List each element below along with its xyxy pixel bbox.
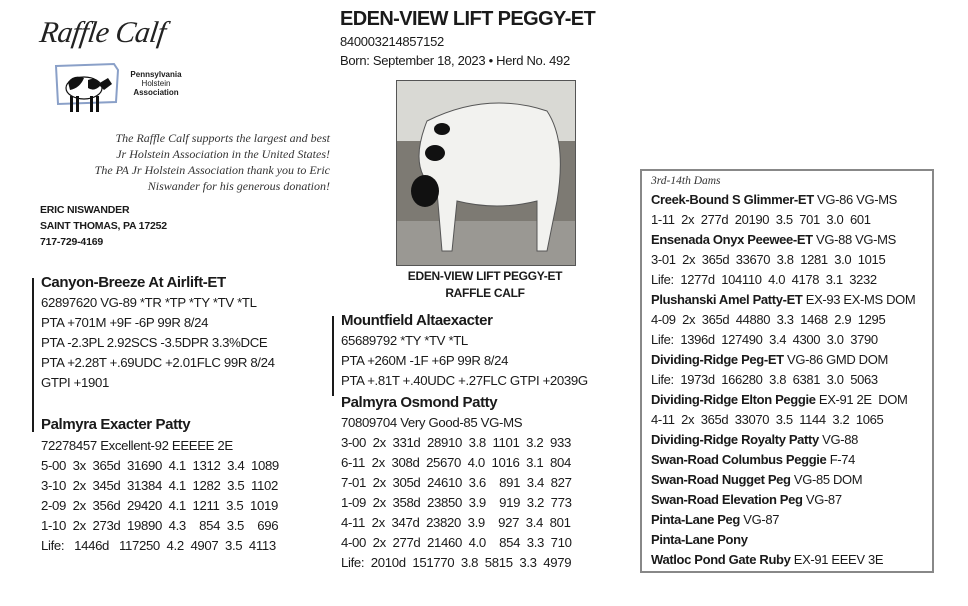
- granddam-line: 70809704 Very Good-85 VG-MS: [341, 415, 523, 430]
- dam-entry-detail: Life: 1277d 104110 4.0 4178 3.1 3232: [651, 272, 877, 287]
- mgs-name: Mountfield Altaexacter: [341, 312, 493, 329]
- granddam-line: 3-00 2x 331d 28910 3.8 1101 3.2 933: [341, 435, 571, 450]
- dam-entry-name: Pinta-Lane Peg: [651, 512, 741, 527]
- dam-entry-name: Ensenada Onyx Peewee-ET: [651, 232, 813, 247]
- dams-list: [651, 190, 936, 570]
- sire-line: 62897620 VG-89 *TR *TP *TY *TV *TL: [41, 295, 257, 310]
- intro-text: [40, 130, 330, 194]
- donor-phone: 717-729-4169: [40, 236, 103, 248]
- intro-line: Niswander for his generous donation!: [147, 179, 330, 193]
- dam-name: Palmyra Exacter Patty: [41, 416, 191, 433]
- dam-entry-detail: 4-11 2x 365d 33070 3.5 1144 3.2 1065: [651, 412, 884, 427]
- sire-block: [41, 273, 331, 393]
- dam-entry-name-row: [651, 510, 936, 530]
- assoc-line-1: Pennsylvania: [130, 70, 182, 79]
- dam-entry-record-row: [651, 210, 936, 230]
- dam-line: 1-10 2x 273d 19890 4.3 854 3.5 696: [41, 518, 279, 533]
- dam-entry-name: Dividing-Ridge Royalty Patty: [651, 432, 819, 447]
- dam-entry-name-row: [651, 290, 936, 310]
- dam-entry-detail: 4-09 2x 365d 44880 3.3 1468 2.9 1295: [651, 312, 886, 327]
- dam-entry-name-row: [651, 450, 936, 470]
- birth-herd-line: Born: September 18, 2023 • Herd No. 492: [340, 53, 570, 68]
- granddam-block: [341, 393, 641, 573]
- page-title: EDEN-VIEW LIFT PEGGY-ET: [340, 8, 596, 30]
- dam-entry-record-row: [651, 250, 936, 270]
- mgs-line: 65689792 *TY *TV *TL: [341, 333, 468, 348]
- dam-entry-name-row: [651, 230, 936, 250]
- photo-caption-line-1: EDEN-VIEW LIFT PEGGY-ET: [407, 269, 563, 283]
- dam-entry-detail: Life: 1973d 166280 3.8 6381 3.0 5063: [651, 372, 878, 387]
- sire-bracket: [32, 278, 34, 432]
- dam-entry-name: Watloc Pond Gate Ruby: [651, 552, 791, 567]
- dam-entry-record-row: [651, 370, 936, 390]
- intro-line: Jr Holstein Association in the United States!: [116, 147, 330, 161]
- assoc-line-2: Holstein: [141, 79, 171, 88]
- dam-entry-name-row: [651, 350, 936, 370]
- donor-info: [40, 202, 167, 250]
- assoc-name: [116, 70, 196, 97]
- dam-line: 5-00 3x 365d 31690 4.1 1312 3.4 1089: [41, 458, 279, 473]
- granddam-line: Life: 2010d 151770 3.8 5815 3.3 4979: [341, 555, 572, 570]
- dam-entry-record-row: [651, 410, 936, 430]
- dam-entry-detail: 1-11 2x 277d 20190 3.5 701 3.0 601: [651, 212, 871, 227]
- dam-entry-detail: EX-91 EEEV 3E: [790, 552, 884, 567]
- raffle-calf-logo-text: Raffle Calf: [37, 16, 168, 49]
- mgs-bracket: [332, 316, 334, 396]
- dam-entry-name-row: [651, 470, 936, 490]
- dam-entry-name-row: [651, 390, 936, 410]
- mgs-line: PTA +260M -1F +6P 99R 8/24: [341, 353, 509, 368]
- sire-line: PTA -2.3PL 2.92SCS -3.5DPR 3.3%DCE: [41, 335, 268, 350]
- dam-line: 3-10 2x 345d 31384 4.1 1282 3.5 1102: [41, 478, 278, 493]
- dam-entry-detail: EX-91 2E DOM: [815, 392, 908, 407]
- dam-entry-name: Dividing-Ridge Peg-ET: [651, 352, 784, 367]
- calf-photo-image: [397, 81, 575, 265]
- dams-box: [640, 169, 934, 573]
- donor-name: ERIC NISWANDER: [40, 204, 130, 216]
- dam-entry-name: Pinta-Lane Pony: [651, 532, 748, 547]
- dam-entry-name-row: [651, 490, 936, 510]
- granddam-name: Palmyra Osmond Patty: [341, 394, 498, 411]
- granddam-line: 7-01 2x 305d 24610 3.6 891 3.4 827: [341, 475, 572, 490]
- dam-entry-detail: Life: 1396d 127490 3.4 4300 3.0 3790: [651, 332, 878, 347]
- pa-holstein-logo: [54, 58, 194, 122]
- dam-entry-detail: F-74: [826, 452, 856, 467]
- dam-entry-detail: VG-86 GMD DOM: [783, 352, 888, 367]
- dam-entry-detail: 3-01 2x 365d 33670 3.8 1281 3.0 1015: [651, 252, 886, 267]
- granddam-line: 4-00 2x 277d 21460 4.0 854 3.3 710: [341, 535, 572, 550]
- dam-entry-name-row: [651, 530, 936, 550]
- dam-line: 72278457 Excellent-92 EEEEE 2E: [41, 438, 233, 453]
- calf-photo: [396, 80, 576, 266]
- photo-caption: [396, 268, 574, 302]
- granddam-line: 1-09 2x 358d 23850 3.9 919 3.2 773: [341, 495, 572, 510]
- sire-name: Canyon-Breeze At Airlift-ET: [41, 274, 226, 291]
- dam-entry-name: Plushanski Amel Patty-ET: [651, 292, 803, 307]
- assoc-line-3: Association: [133, 88, 179, 97]
- dam-entry-name: Creek-Bound S Glimmer-ET: [651, 192, 814, 207]
- donor-address: SAINT THOMAS, PA 17252: [40, 220, 167, 232]
- intro-line: The PA Jr Holstein Association thank you to Eric: [94, 163, 330, 177]
- dam-entry-name: Swan-Road Columbus Peggie: [651, 452, 827, 467]
- photo-caption-line-2: RAFFLE CALF: [445, 286, 525, 300]
- dam-entry-name-row: [651, 430, 936, 450]
- dam-entry-record-row: [651, 330, 936, 350]
- dam-entry-detail: VG-86 VG-MS: [813, 192, 898, 207]
- dam-entry-detail: VG-87: [740, 512, 780, 527]
- dam-entry-detail: VG-87: [802, 492, 842, 507]
- dam-entry-name: Swan-Road Nugget Peg: [651, 472, 791, 487]
- dam-entry-record-row: [651, 270, 936, 290]
- granddam-line: 4-11 2x 347d 23820 3.9 927 3.4 801: [341, 515, 571, 530]
- intro-line: The Raffle Calf supports the largest and best: [115, 131, 330, 145]
- dam-entry-detail: VG-88 VG-MS: [812, 232, 896, 247]
- dam-line: Life: 1446d 117250 4.2 4907 3.5 4113: [41, 538, 276, 553]
- mgs-line: PTA +.81T +.40UDC +.27FLC GTPI +2039G: [341, 373, 588, 388]
- dam-block: [41, 414, 331, 556]
- mgs-block: [341, 311, 641, 391]
- dam-entry-record-row: [651, 310, 936, 330]
- dam-entry-name: Dividing-Ridge Elton Peggie: [651, 392, 816, 407]
- dam-entry-name-row: [651, 550, 936, 570]
- dam-entry-name-row: [651, 190, 936, 210]
- dam-entry-detail: EX-93 EX-MS DOM: [802, 292, 916, 307]
- sire-line: PTA +701M +9F -6P 99R 8/24: [41, 315, 209, 330]
- sire-line: PTA +2.28T +.69UDC +2.01FLC 99R 8/24: [41, 355, 275, 370]
- dam-line: 2-09 2x 356d 29420 4.1 1211 3.5 1019: [41, 498, 278, 513]
- dam-entry-detail: VG-88: [818, 432, 858, 447]
- dams-heading: 3rd-14th Dams: [651, 175, 721, 187]
- sire-line: GTPI +1901: [41, 375, 109, 390]
- registration-number: 840003214857152: [340, 34, 444, 49]
- dam-entry-name: Swan-Road Elevation Peg: [651, 492, 803, 507]
- dam-entry-detail: VG-85 DOM: [790, 472, 863, 487]
- granddam-line: 6-11 2x 308d 25670 4.0 1016 3.1 804: [341, 455, 571, 470]
